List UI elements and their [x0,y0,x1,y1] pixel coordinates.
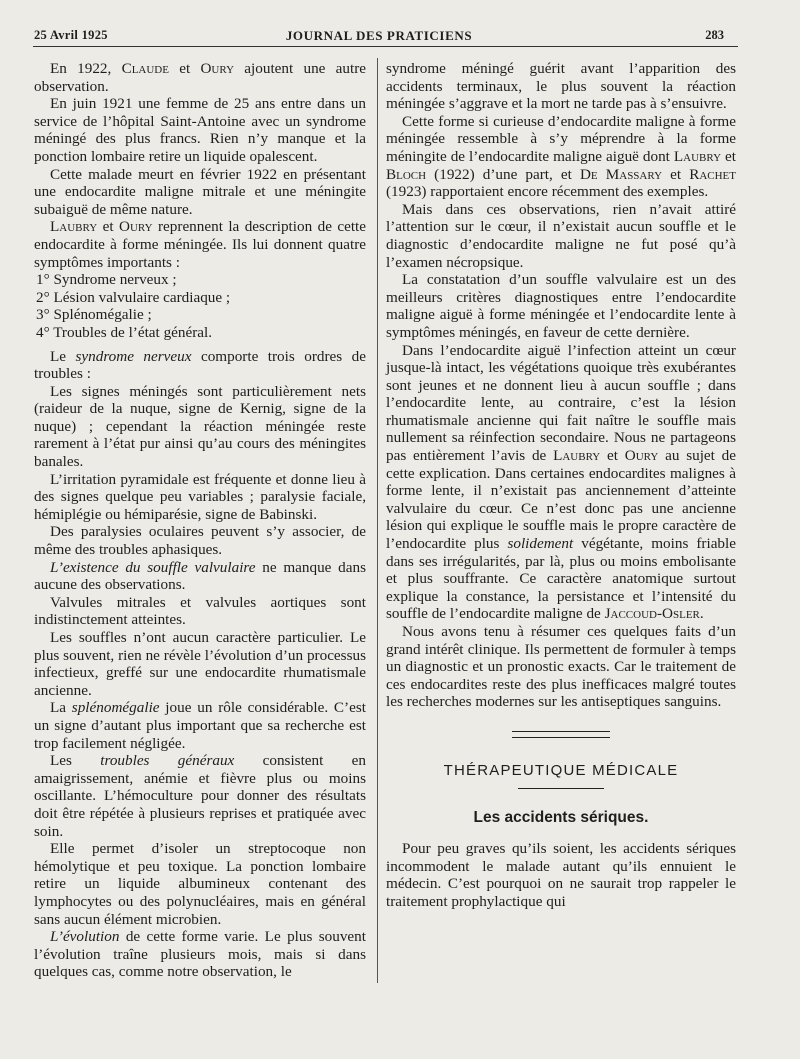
issue-date: 25 Avril 1925 [34,28,108,42]
list-item: 2° Lésion valvulaire cardiaque ; [36,288,231,306]
paragraph: Elle permet d’isoler un streptocoque non hémolytique et peu toxique. La ponction lombaire retire un liquide albumineux contenant des lymphocytes ou des polynucléaires, mais en général sans aucun élément microbien. [34,840,366,928]
paragraph: L’irritation pyramidale est fréquente et donne lieu à des signes quelque peu variables ; paralysie faciale, hémiplégie ou hémiparésie, signe de Babinski. [34,470,366,523]
paragraph: Mais dans ces observations, rien n’avait attiré l’attention sur le cœur, il n’existait aucun souffle et le diagnostic d’endocardite maligne ne fut posé qu’à l’examen nécropsique. [386,200,736,271]
list-item: 3° Splénomégalie ; [36,306,152,324]
paragraph: En juin 1921 une femme de 25 ans entre dans un service de l’hôpital Saint-Antoine avec un syndrome méningé des plus francs. Rien n’y manque et la ponction lombaire retire un liquide opalescent. [34,95,366,165]
header-rule [33,46,738,47]
section-separator [512,731,610,738]
paragraph: Pour peu graves qu’ils soient, les accidents sériques incommodent le malade autant qu’ils ennuient le médecin. C’est pourquoi on ne saurait trop rappeler le traitement prophylactique qui [386,840,736,910]
paragraph: L’existence du souffle valvulaire ne manque dans aucune des observations. [34,558,366,594]
paragraph: syndrome méningé guérit avant l’apparition des accidents terminaux, le plus souvent la réaction méningée s’aggrave et la mort ne tarde pas à s’ensuivre. [386,60,736,113]
paragraph: Valvules mitrales et valvules aortiques sont indistinctement atteintes. [34,593,366,629]
paragraph: La constatation d’un souffle valvulaire est un des meilleurs critères diagnostiques entre l’endocardite maligne aiguë à forme méningée et l’endocardite lente à symptômes méningés, en faveur de cette dernière. [386,271,736,341]
journal-title: JOURNAL DES PRATICIENS [285,28,473,43]
paragraph: Laubry et Oury reprennent la description de cette endocardite à forme méningée. Ils lui donnent quatre symptômes importants : [34,218,367,271]
list-item: 1° Syndrome nerveux ; [36,271,177,289]
paragraph: Dans l’endocardite aiguë l’infection atteint un cœur jusque-là intact, les végétations quoique très exubérantes sont jeunes et ne donnent lieu à aucun souffle ; dans l’endocardite lente, au contraire, c’est la lésion rhumatismale ancienne qui fait naître le souffle mais nullement sa réinfection secondaire. Nous ne partageons pas entièrement l’avis de Laubry et Oury au sujet de cette explication. Dans certaines endocardites malignes à forme lente, il n’existait pas anciennement d’atteinte valvulaire du cœur. Ce n’est donc pas une ancienne lésion qui explique le souffle mais le propre caractère de l’endocardite plus solidement végétante, moins friable dans ses irrégularités, par là, plus ou moins embolisante et plus souffrante. Ce caractère anatomique surtout explique la constance, la persistance et l’intensité du souffle de l’endocardite maligne de Jaccoud-Osler. [386,341,736,623]
list-item: 4° Troubles de l’état général. [36,323,213,341]
paragraph: Les signes méningés sont particulièrement nets (raideur de la nuque, signe de Kernig, signe de la nuque) ; cependant la réaction méningée reste rarement à l’état pur ainsi qu’au cours des méningites banales. [34,382,366,471]
paragraph: Cette forme si curieuse d’endocardite maligne à forme méningée ressemble à s’y méprendre à la forme méningite de l’endocardite maligne aiguë dont Laubry et Bloch (1922) d’une part, et De Massary et Rachet (1923) rapportaient encore récemment des exemples. [386,112,737,201]
paragraph: En 1922, Claude et Oury ajoutent une autre observation. [34,60,367,95]
paragraph: Nous avons tenu à résumer ces quelques faits d’un grand intérêt clinique. Ils permettent de formuler à temps un diagnostic et un pronostic exacts. Car le traitement de ces endocardites reste des plus inefficaces malgré toutes les recherches modernes sur les antiseptiques sanguins. [386,623,736,711]
left-column [34,60,366,981]
paragraph: L’évolution de cette forme varie. Le plus souvent l’évolution traîne plusieurs mois, mais si dans quelques cas, comme notre observation, le [34,928,366,981]
column-divider [377,58,378,983]
paragraph: Des paralysies oculaires peuvent s’y associer, de même des troubles aphasiques. [34,523,366,559]
paragraph: Les troubles généraux consistent en amaigrissement, anémie et fièvre plus ou moins oscillante. L’hémoculture pour donner des résultats doit être répétée à plusieurs reprises et pratiquée avec soin. [34,752,366,840]
section-title: THÉRAPEUTIQUE MÉDICALE [443,761,679,779]
paragraph: Le syndrome nerveux comporte trois ordres de troubles : [34,347,366,383]
page-number: 283 [705,28,724,42]
right-column [386,60,736,911]
symptom-list [34,271,366,341]
title-underline [518,788,604,789]
paragraph: Les souffles n’ont aucun caractère particulier. Le plus souvent, rien ne révèle l’évolution d’un processus infectieux, greffé sur une endocardite rhumatismale ancienne. [34,629,366,699]
page-header [34,28,724,46]
paragraph: La splénomégalie joue un rôle considérable. C’est un signe d’autant plus important que sa recherche est trop facilement négligée. [34,699,366,752]
paragraph: Cette malade meurt en février 1922 en présentant une endocardite maligne mitrale et une méningite subaiguë de même nature. [34,165,366,218]
article-title: Les accidents sériques. [473,808,649,826]
